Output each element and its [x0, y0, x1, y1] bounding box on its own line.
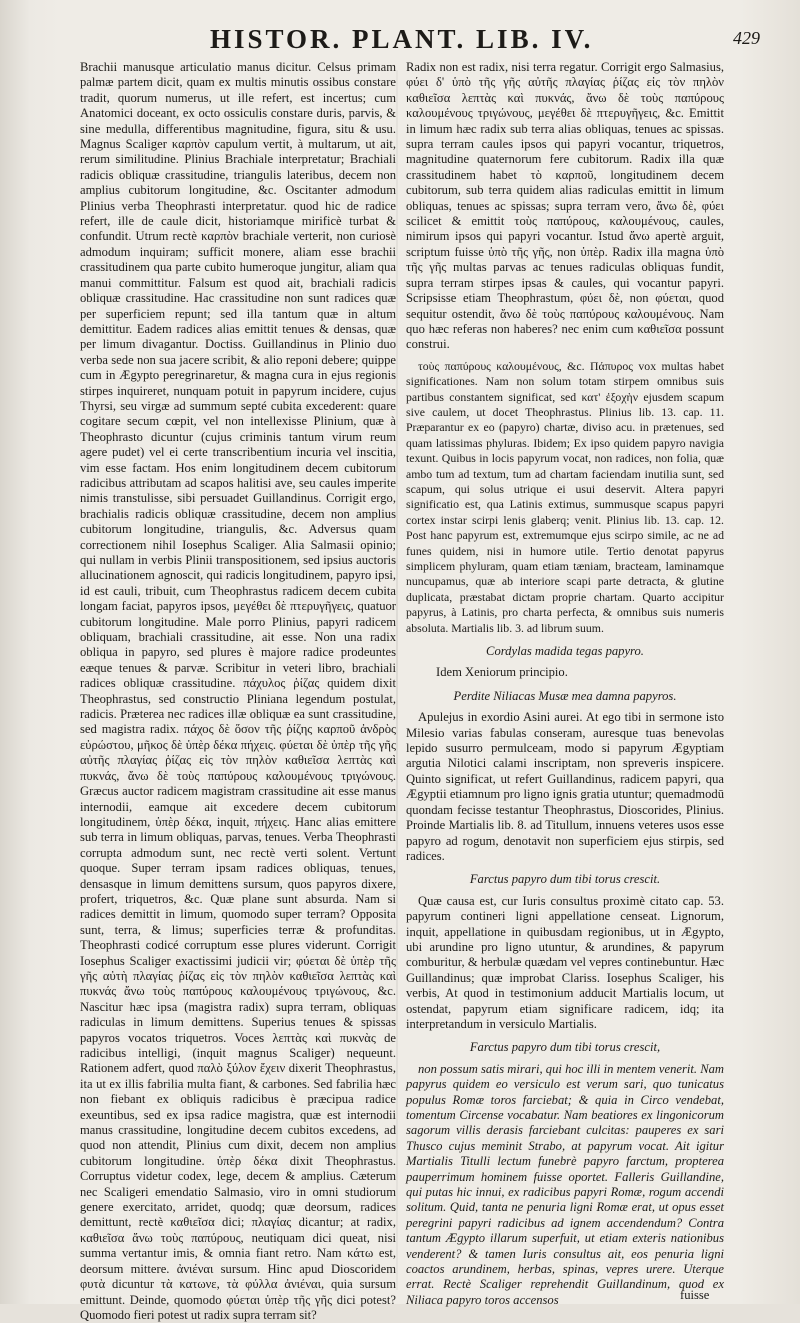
- paragraph-causa: Quæ causa est, cur Iuris consultus proximè citato cap. 53. papyrum contineri ligni appellatione censeat. Lignorum, inquit, appellatione in quibusdam regionibus, ut in Ægypto, ubi arundine pro ligno utuntur, & arundines, & papyrum comburitur, & herbulæ quædam vel vepres continebuntur. Hæc Guillandinus; quæ improbat Clariss. Iosephus Scaliger, his verbis, At quod in testimonium adducit Martialis locum, ut ostendat, papyrum etiam significare radicem, idq; ita interpretandum in versiculo Martialis.: [406, 893, 724, 1031]
- right-column: [406, 60, 724, 1307]
- paragraph-papyrus-meanings: τοὺς παπύρους καλουμένους, &c. Πάπυρος vox multas habet significationes. Nam non solum totam stirpem omnibus suis partibus constantem significat, sed κατ' ἐξοχὴν ejusdem scapum sive caulem, ut docet Theophrastus. Plinius lib. 13. cap. 11. Præparantur ex eo (papyro) chartæ, diviso acu. in prætenues, sed quam latissimas phyluras. Ibidem; Ex ipso quidem papyro navigia texunt. Quibus in locis papyrum vocat, non radices, non folia, quæ ambo tum ad textum, tum ad chartam faciendam inutilia sunt, sed scapum, qui solus utrique ei usui deservit. Altera papyri significatio est, qua Latinis extimus, summusque scapus papyri cortex instar scirpi lenis glaberq; venit. Plinius lib. 13. cap. 12. Post hanc papyrum est, extremumque ejus scirpo simile, ac ne ad funes quidem, nisi in humore utile. Tertio denotat papyrus simplicem phyluram, quam etiam tæniam, bracteam, laminamque nuncupamus, quæ ab interiore scapi parte detracta, & glutine duplicata, præstabat dictam proprie chartam. Quarto accipitur papyrus, à Latinis, pro charta perfecta, & omnibus suis numeris absoluta. Martialis lib. 3. ad librum suum.: [406, 358, 724, 635]
- left-column-text: Brachii manusque articulatio manus dicitur. Celsus primam palmæ partem dicit, quam ex multis minutis ossibus constare tradit, quorum numerus, ut ille refert, est incertus; cum Anatomici doceant, ex octo ossiculis constare duris, parvis, & sine medulla, differentibus magnitudine, figura, situ & usu. Magnus Scaliger καρπὸν capulum vertit, à multarum, ut ait, rerum similitudine. Plinius Brachiale interpretatur; Brachiali radicis obliquæ crassitudine, triangulis lateribus, decem non amplius cubitorum longitudine, &c. Oscitanter admodum Plinius verba Theophrasti interpretatur. quod hic de radice refert, ille de caule dicit, historiamque mirificè turbat & confundit. Utrum rectè καρπὸν brachiale verterit, non curiosè admodum inquiram; sufficit monere, aliam esse brachii crassitudinem qua parte cubito humeroque jungitur, aliam qua manui committitur. Falsum est quod ait, brachiali radicis obliquæ crassitudine. Hac crassitudine non sunt radices quæ per superficiem repunt; sed illa tantum quæ in altum demittitur. Eadem radices alias emittit tenues & densas, quæ per limum divagantur. Doctiss. Guillandinus in Plinio duo verba sede non sua jacere scribit, & alio reponi debere; quippe cum in Ægypto peregrinaretur, & magna cura in ejus regionis stirpes inquireret, nunquam potuit in papyrum incidere, cujus Thyrsi, seu virgæ ad summum septé cubita excederent: quare cogitare secum cœpit, vel non intellexisse Plinium, quæ à Theophrasto dicuntur (cujus criminis tantum virum reum agere pudet) vel ei certe transcribentium incuria vel inscitia, vim esse factam. Hos enim longitudinem decem cubitorum radicibus attributam ad scapos halitisi ave, seu caules imperite nimis transtulisse, sibi persuadet Guillandinus. Corrigit ergo, brachialis radicis obliquæ crassitudine, decem non amplius cubitorum longitudine, triangulis, &c. Adversus quam correctionem nihil Iosephus Scaliger. Alia Salmasii opinio; qui nullam in verbis Plinii transpositionem, sed ipsius auctoris allucinationem agnoscit, qui radicis longitudinem, papyro ipsi, id est cauli, tribuit, cum Theophrastus radicem decem cubita longam faciat, papyros ipsos, μεγέθει δὲ πτερυγῆγεις, quatuor cubitorum longitudine. Male porro Plinius, papyri radicem obliquam, brachiali crassitudine, ait esse. Non una radix obliqua in papyro, sed plures è majore radice prodeuntes eæque tenues & parvæ. Scribitur in veteri libro, brachiali radices obliquæ crassitudine. πάχυλος ῥίζας quidem dixit Theophrastus, sed constructio Pliniana legendum postulat, radicis. Præterea nec radices illæ obliquæ ea sunt crassitudine, sed magistra radix. πάχος δὲ ὅσον τῆς ῥίζης καρποῦ ἀνδρὸς εὐρώστου, μῆκος δὲ ὑπὲρ δέκα πήχεις. φύεται δὲ ὑπὲρ τῆς γῆς αὐτῆς πλαγίας ῥίζας εἰς τὸν πηλὸν καθιεῖσα λεπτὰς καὶ πυκνάς, ἄνω δὲ τοὺς παπύρους καλουμένους τριγώνους. Græcus auctor radicem magistram crassitudine ait esse manus internodii, eamque ait excedere decem cubitorum longitudinem, ὑπὲρ δέκα, inquit, πήχεις. Hanc alias emittere sub terra in limum obliquas, parvas, tenues. Verba Theophrasti corrupta admodum sunt, nec rectè verti solent. Vertunt quoque. Super terram ipsam radices obliquas, tenues, densasque in limum demittens sursum, quos papyros dixere, profert, triquetros, &c. Quæ plane sunt absurda. Nam si radices demittit in limum, quomodo super terram? Opposita sunt, terra, & limus; superficies terræ & profunditas. Theophrasti codicé corruptum esse plures viderunt. Corrigit Iosephus Scaliger exactissimi judicii vir; φύεται δὲ ὑπὲρ τῆς γῆς αὐτὴ πλαγίας ῥίζας εἰς τὸν πηλὸν καθιεῖσα λεπτὰς καὶ πυκνάς ἄνω τοὺς παπύρους καλουμένους τριγώνους, &c. Nascitur hæc ipsa (magistra radix) supra terram, obliquas radiculas in limum demittens. Superius tenues & spissas papyros vocatos triquetros. Voces λεπτὰς καὶ πυκνὰς de radicibus intelligi, (inquit magnus Scaliger) nequeunt. Rationem adfert, quod παλὸ ξύλον ἔχειν dixerit Theophrastus, ita ut ex illis fabrilia multa fiant, & carbones. Sed fabrilia hæc non fiebant ex obliquis radicibus è præcipua radice exeuntibus, sed ex ipsa radice magistra, quæ est internodii manus crassitudine, longitudine decem cubitos excedens, ad quod non attendit, Plinius cum dixit, decem non amplius cubitorum longitudine. ὑπὲρ δέκα dixit Theophrastus. Corruptus videtur codex, lege, decem & amplius. Cæterum nec Scaligeri emendatio Salmasio, viro in omni studiorum genere exercitato, arridet, quodq; quæ deorsum, radices demittunt, rectè καθιεῖσα dici; πλαγίας dicantur; at radix, καθιεῖσα ἄνω τοὺς παπύρους, neutiquam dici queat, nisi summa vertantur imis, & omnia fiant retro. Nam κάτω est, deorsum mittere. ἀνιέναι sursum. Hinc apud Dioscoridem φυτὰ dicuntur τὰ κατωνε, τὰ φύλλα ἀνιέναι, quia sursum emittunt. Deinde, quomodo φύεται ὑπὲρ τῆς γῆς dici potest? Quomodo fieri potest ut radix supra terram sit?: [80, 60, 396, 1322]
- catchword: fuisse: [680, 1288, 710, 1302]
- left-column: [80, 60, 396, 1322]
- verse-perdite: Perdite Niliacas Musæ mea damna papyros.: [453, 688, 677, 703]
- xenia-reference: Idem Xeniorum principio.: [436, 665, 568, 680]
- verse-farctus-1: Farctus papyro dum tibi torus crescit.: [469, 872, 661, 887]
- column-gutter: [396, 70, 398, 1290]
- verse-cordylas: Cordylas madida tegas papyro.: [486, 644, 644, 659]
- paragraph-apuleius: Apulejus in exordio Asini aurei. At ego tibi in sermone isto Milesio varias fabulas conseram, auresque tuas benevolas lepido susurro permulceam, modo si papyrum Ægyptiam argutia Nilotici calami inscriptam, non spreveris inspicere. Quinto significat, ut refert Guillandinus, radicem papyri, qua Ægyptii etiamnum pro ligno ignis gratia utuntur; quemadmodū quondam fecisse testantur Theophrastus, Dioscorides, Plinius. Proinde Martialis lib. 8. ad Titullum, innuens veteres usos esse papyro ad rogum, denotavit non superficiem ejus stirpis, sed radices.: [406, 710, 724, 863]
- page-header: [70, 18, 760, 60]
- running-title: HISTOR. PLANT. LIB. IV.: [210, 24, 594, 54]
- verse-farctus-2: Farctus papyro dum tibi torus crescit,: [469, 1040, 661, 1055]
- paragraph-final: non possum satis mirari, qui hoc illi in mentem venerit. Nam papyrus quidem eo versiculo est verum sari, quo tunicatus populus Romæ toros farciebat; & quia in Circo vendebat, tomentum Circense vocabatur. Nam beatiores ex lingonicorum sagorum villis derasis farciebant culcitas: pauperes ex sari Thusco cujus meminit Strabo, at papyrum vocat. Ait igitur Martialis Titulli lectum funebrè papyro farctum, propterea pauperrimum hominem fuisse oportet. Falleris Guillandine, qui putas hic innui, ex radicibus papyri Romæ, rogum accendi solitum. Quid, tanta ne penuria ligni Romæ erat, ut opus esset peregrini papyri radicibus ad ignem accendendum? Contra tantum Ægypto illarum superfuit, ut etiam exteris nationibus venderent? & tamen Iuris consultus ait, eos penuria ligni coactos arundinem, herbas, spinas, vepres urere. Uterque errat. Rectè Scaliger reprehendit Guillandinum, quod ex Niliaca papyro toros accensos: [406, 1061, 724, 1307]
- page-number: 429: [733, 28, 760, 48]
- paragraph-salmasius: Radix non est radix, nisi terra regatur. Corrigit ergo Salmasius, φύει δ' ὑπὸ τῆς γῆς αὐτῆς πλαγίας ῥίζας εἰς τὸν πηλὸν καθιεῖσα λεπτὰς καὶ πυκνάς, ἄνω δὲ τοὺς παπύρους καλουμένους τριγώνους, μεγέθει δὲ πτερυγῆγεις, &c. Emittit in limum hæc radix sub terra alias obliquas, tenues ac spissas. supra terram caules ipsos qui papyri vocantur, triquetros, magnitudine quaternorum fere cubitorum. Radix illa quæ crassitudinem habet τὸ καρποῦ, longitudinem decem cubitorum, sub terra quidem alias radiculas emittit in limum obliquas, tenues ac spissas; supra terram vero, ἄνω δὲ, φύει scilicet & emittit τοὺς παπύρους, καλουμένους, caules, nimirum ipsos qui papyri vocantur. Istud ἄνω apertè arguit, scriptum fuisse ὑπὸ τῆς γῆς, non ὑπὲρ. Radix illa magna ὑπὸ τῆς γῆς multas parvas ac tenues radiculas obliquas fundit, supra terram stirpes ipsas & caules, qui vocantur papyri. Scripsisse etiam Theophrastum, φύει δὲ, non φύεται, quod sequitur ostendit, ἄνω δὲ τοὺς παπύρους καλουμένους. Nam quo hæc referas non haberes? nec enim cum καθιεῖσα possunt construi.: [406, 60, 724, 352]
